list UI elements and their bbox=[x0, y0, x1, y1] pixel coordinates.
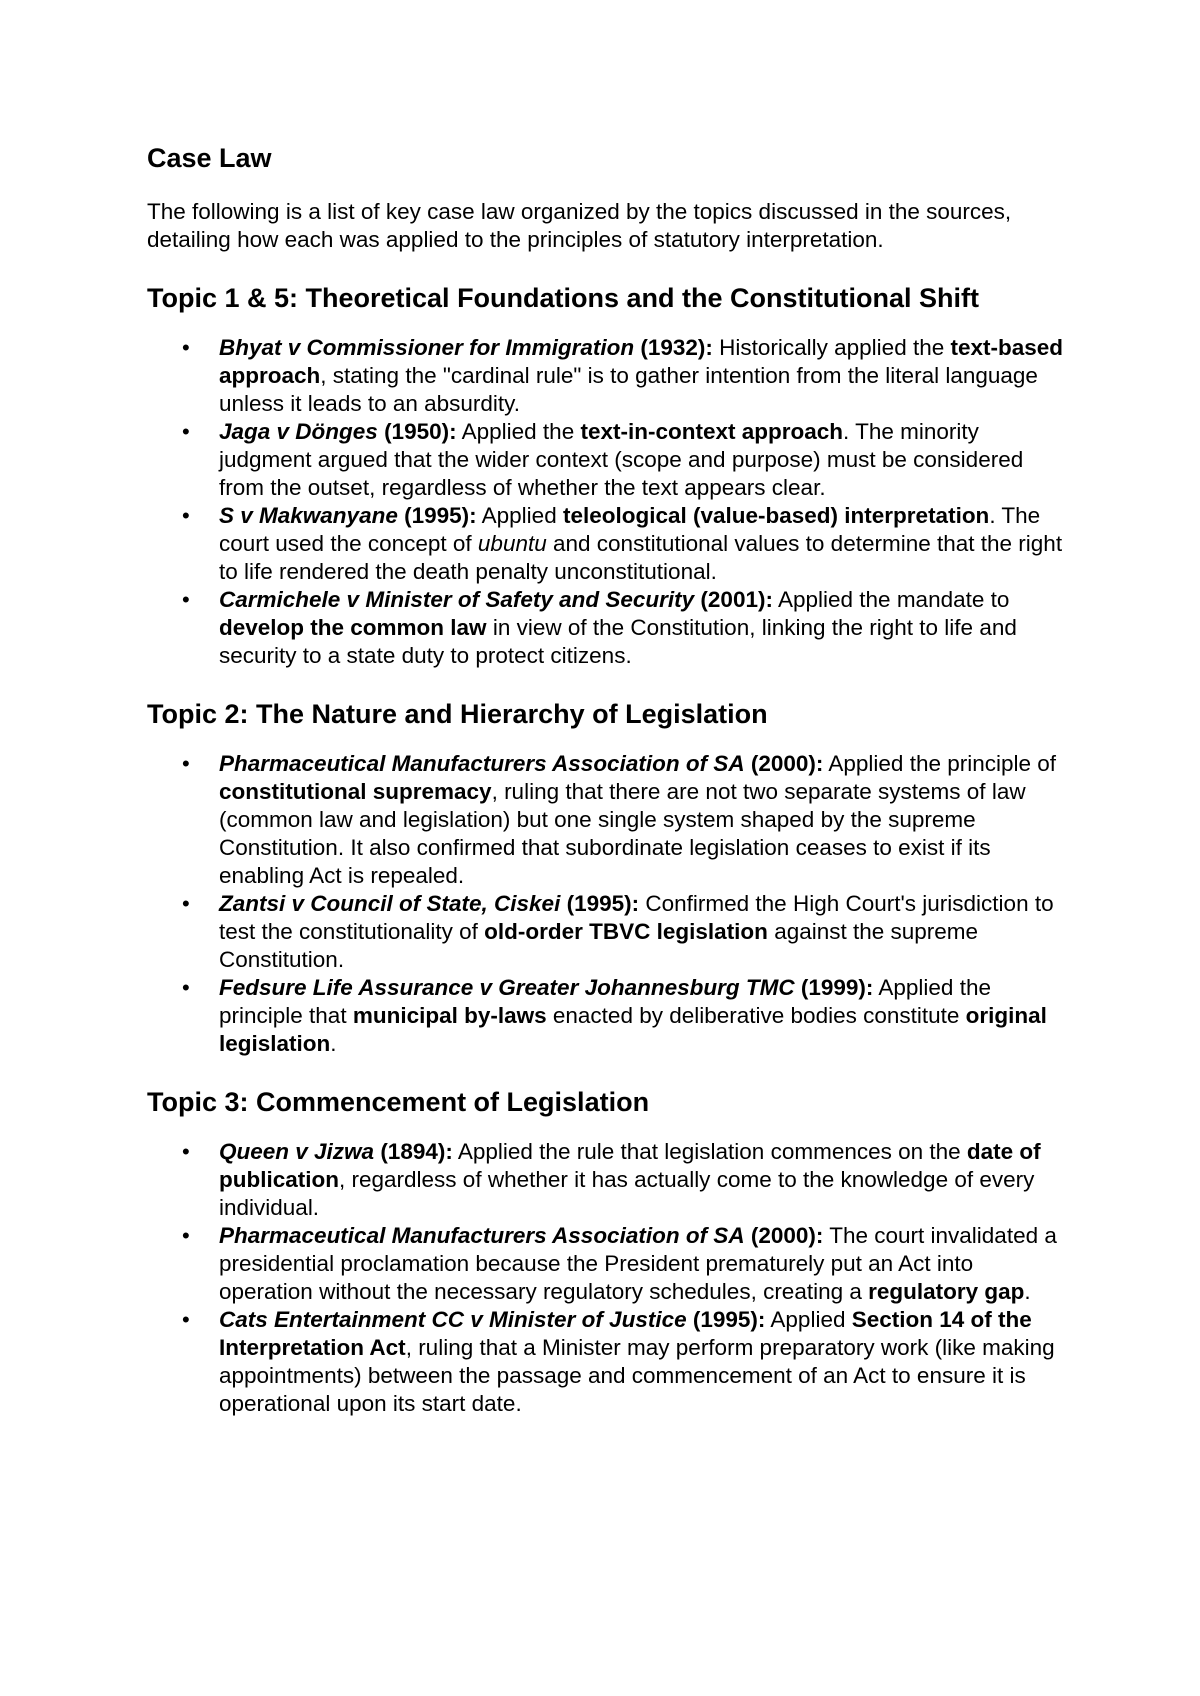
sections-container bbox=[147, 280, 1067, 1418]
case-list-item bbox=[147, 418, 1067, 502]
text-run: Applied bbox=[765, 1307, 852, 1332]
case-name: Queen v Jizwa bbox=[219, 1139, 375, 1164]
bold-text: (1894): bbox=[374, 1139, 453, 1164]
text-run: , ruling that a Minister may perform preparatory work (like making appointments) between the passage and commencement of an Act to ensure it is operational upon its start date. bbox=[219, 1335, 1055, 1416]
text-run: against the supreme Constitution. bbox=[219, 919, 979, 972]
bold-text: (2000): bbox=[744, 751, 824, 776]
bold-text: (2001): bbox=[694, 587, 773, 612]
case-name: Jaga v Dönges bbox=[219, 419, 378, 444]
text-run: . The court used the concept of bbox=[219, 503, 1041, 556]
text-run: Historically applied the bbox=[712, 335, 951, 360]
text-run: and constitutional values to determine that the right to life rendered the death penalty unconstitutional. bbox=[219, 531, 1063, 584]
bullet-icon: • bbox=[182, 751, 190, 776]
bold-text: (1950): bbox=[377, 419, 457, 444]
document-page bbox=[147, 140, 1067, 1444]
section-heading: Topic 2: The Nature and Hierarchy of Legislation bbox=[147, 699, 768, 729]
bullet-icon: • bbox=[182, 891, 190, 916]
bullet-icon: • bbox=[182, 975, 190, 1000]
text-run: Applied the bbox=[456, 419, 581, 444]
bold-text: municipal by-laws bbox=[352, 1003, 547, 1028]
case-name: Pharmaceutical Manufacturers Association of SA bbox=[219, 1223, 745, 1248]
case-name: Cats Entertainment CC v Minister of Justice bbox=[219, 1307, 687, 1332]
case-name: Pharmaceutical Manufacturers Association of SA bbox=[219, 751, 745, 776]
document-title: Case Law bbox=[147, 143, 272, 173]
bullet-icon: • bbox=[182, 335, 190, 360]
case-list-item bbox=[147, 1306, 1067, 1418]
bold-text: (1995): bbox=[560, 891, 640, 916]
case-list-item bbox=[147, 502, 1067, 586]
section-heading: Topic 3: Commencement of Legislation bbox=[147, 1087, 650, 1117]
text-run: Applied bbox=[476, 503, 563, 528]
text-run: , stating the "cardinal rule" is to gather intention from the literal language unless it leads to an absurdity. bbox=[219, 363, 1038, 416]
bold-text: text-in-context approach bbox=[580, 419, 843, 444]
bullet-icon: • bbox=[182, 1223, 190, 1248]
case-list-item bbox=[147, 586, 1067, 670]
bullet-icon: • bbox=[182, 419, 190, 444]
bullet-icon: • bbox=[182, 503, 190, 528]
bold-text: old-order TBVC legislation bbox=[484, 919, 768, 944]
case-name: Bhyat v Commissioner for Immigration bbox=[219, 335, 635, 360]
text-run: , regardless of whether it has actually come to the knowledge of every individual. bbox=[219, 1167, 1035, 1220]
text-run: Applied the mandate to bbox=[772, 587, 1010, 612]
case-list-item bbox=[147, 1222, 1067, 1306]
text-run: The court invalidated a presidential proclamation because the President prematurely put an Act into operation without the necessary regulatory schedules, creating a bbox=[219, 1223, 1057, 1304]
bold-text: date of publication bbox=[219, 1139, 1041, 1192]
intro-paragraph: The following is a list of key case law organized by the topics discussed in the sources, detailing how each was applied to the principles of statutory interpretation. bbox=[147, 199, 1012, 252]
bold-text: Section 14 of the Interpretation Act bbox=[219, 1307, 1032, 1360]
bullet-icon: • bbox=[182, 587, 190, 612]
case-list bbox=[147, 334, 1067, 670]
text-run: Confirmed the High Court's jurisdiction to test the constitutionality of bbox=[219, 891, 1054, 944]
bold-text: (1932): bbox=[634, 335, 713, 360]
case-list-item bbox=[147, 750, 1067, 890]
bullet-icon: • bbox=[182, 1307, 190, 1332]
bullet-icon: • bbox=[182, 1139, 190, 1164]
case-list-item bbox=[147, 974, 1067, 1058]
case-name: Carmichele v Minister of Safety and Security bbox=[219, 587, 695, 612]
text-run: . bbox=[1024, 1279, 1031, 1304]
text-run: , ruling that there are not two separate systems of law (common law and legislation) but one single system shaped by the supreme Constitution. It also confirmed that subordinate legislation ceases to exist if its enabling Act is repealed. bbox=[219, 779, 1026, 888]
bold-text: (1995): bbox=[686, 1307, 766, 1332]
case-name: S v Makwanyane bbox=[219, 503, 398, 528]
case-list bbox=[147, 1138, 1067, 1418]
case-list bbox=[147, 750, 1067, 1058]
case-list-item bbox=[147, 890, 1067, 974]
text-run: Applied the principle that bbox=[219, 975, 991, 1028]
bold-text: teleological (value-based) interpretation bbox=[562, 503, 990, 528]
text-run: enacted by deliberative bodies constitute bbox=[546, 1003, 966, 1028]
section-heading: Topic 1 & 5: Theoretical Foundations and the Constitutional Shift bbox=[147, 283, 980, 313]
text-run: . bbox=[330, 1031, 337, 1056]
bold-text: (2000): bbox=[744, 1223, 824, 1248]
text-run: in view of the Constitution, linking the right to life and security to a state duty to protect citizens. bbox=[219, 615, 1017, 668]
bold-text: text-based approach bbox=[219, 335, 1064, 388]
bold-text: (1995): bbox=[397, 503, 477, 528]
case-list-item bbox=[147, 1138, 1067, 1222]
case-name: Zantsi v Council of State, Ciskei bbox=[219, 891, 561, 916]
bold-text: (1999): bbox=[794, 975, 874, 1000]
bold-text: develop the common law bbox=[219, 615, 487, 640]
text-run: . The minority judgment argued that the wider context (scope and purpose) must be considered from the outset, regardless of whether the text appears clear. bbox=[219, 419, 1024, 500]
case-list-item bbox=[147, 334, 1067, 418]
italic-text: ubuntu bbox=[477, 531, 547, 556]
text-run: Applied the principle of bbox=[823, 751, 1057, 776]
bold-text: regulatory gap bbox=[868, 1279, 1025, 1304]
bold-text: original legislation bbox=[219, 1003, 1047, 1056]
bold-text: constitutional supremacy bbox=[219, 779, 492, 804]
case-name: Fedsure Life Assurance v Greater Johannesburg TMC bbox=[219, 975, 795, 1000]
text-run: Applied the rule that legislation commences on the bbox=[452, 1139, 967, 1164]
